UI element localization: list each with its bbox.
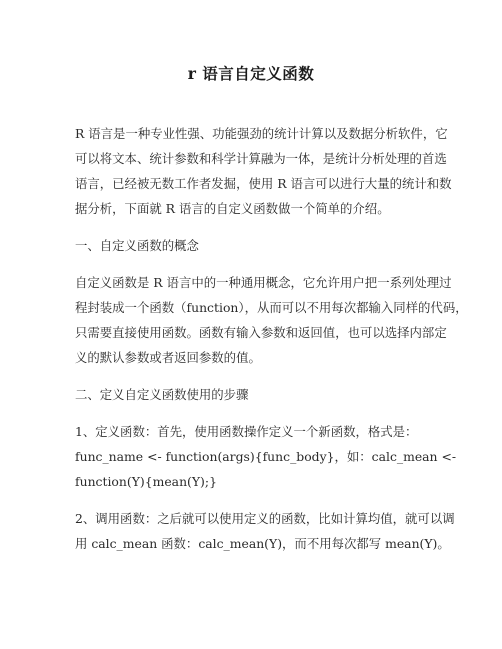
paragraph-line: 用 calc_mean 函数：calc_mean(Y)，而不用每次都写 mean(Y)。 xyxy=(75,536,450,551)
paragraph-line: 据分析，下面就 R 语言的自定义函数做一个简单的介绍。 xyxy=(75,201,390,216)
paragraph-line: 程封装成一个函数（function），从而可以不用每次都输入同样的代码， xyxy=(75,300,468,315)
section-heading: 二、定义自定义函数使用的步骤 xyxy=(75,387,249,402)
paragraph-line: 自定义函数是 R 语言中的一种通用概念，它允许用户把一系列处理过 xyxy=(75,275,452,290)
section-heading: 一、自定义函数的概念 xyxy=(75,238,199,253)
paragraph-line: 可以将文本、统计参数和科学计算融为一体，是统计分析处理的首选 xyxy=(75,151,447,166)
paragraph-line: R 语言是一种专业性强、功能强劲的统计计算以及数据分析软件，它 xyxy=(75,126,448,141)
paragraph-line: function(Y){mean(Y);} xyxy=(75,474,217,489)
paragraph-line: 语言，已经被无数工作者发掘，使用 R 语言可以进行大量的统计和数 xyxy=(75,176,452,191)
paragraph-line: func_name <- function(args){func_body}，如：calc_mean <- xyxy=(75,449,457,464)
paragraph-line: 1、定义函数：首先，使用函数操作定义一个新函数，格式是： xyxy=(75,424,418,439)
paragraph-line: 只需要直接使用函数。函数有输入参数和返回值，也可以选择内部定 xyxy=(75,325,447,340)
paragraph-line: 2、调用函数：之后就可以使用定义的函数，比如计算均值，就可以调 xyxy=(75,511,455,526)
document-title: r 语言自定义函数 xyxy=(187,64,315,83)
paragraph-line: 义的默认参数或者返回参数的值。 xyxy=(75,350,261,365)
